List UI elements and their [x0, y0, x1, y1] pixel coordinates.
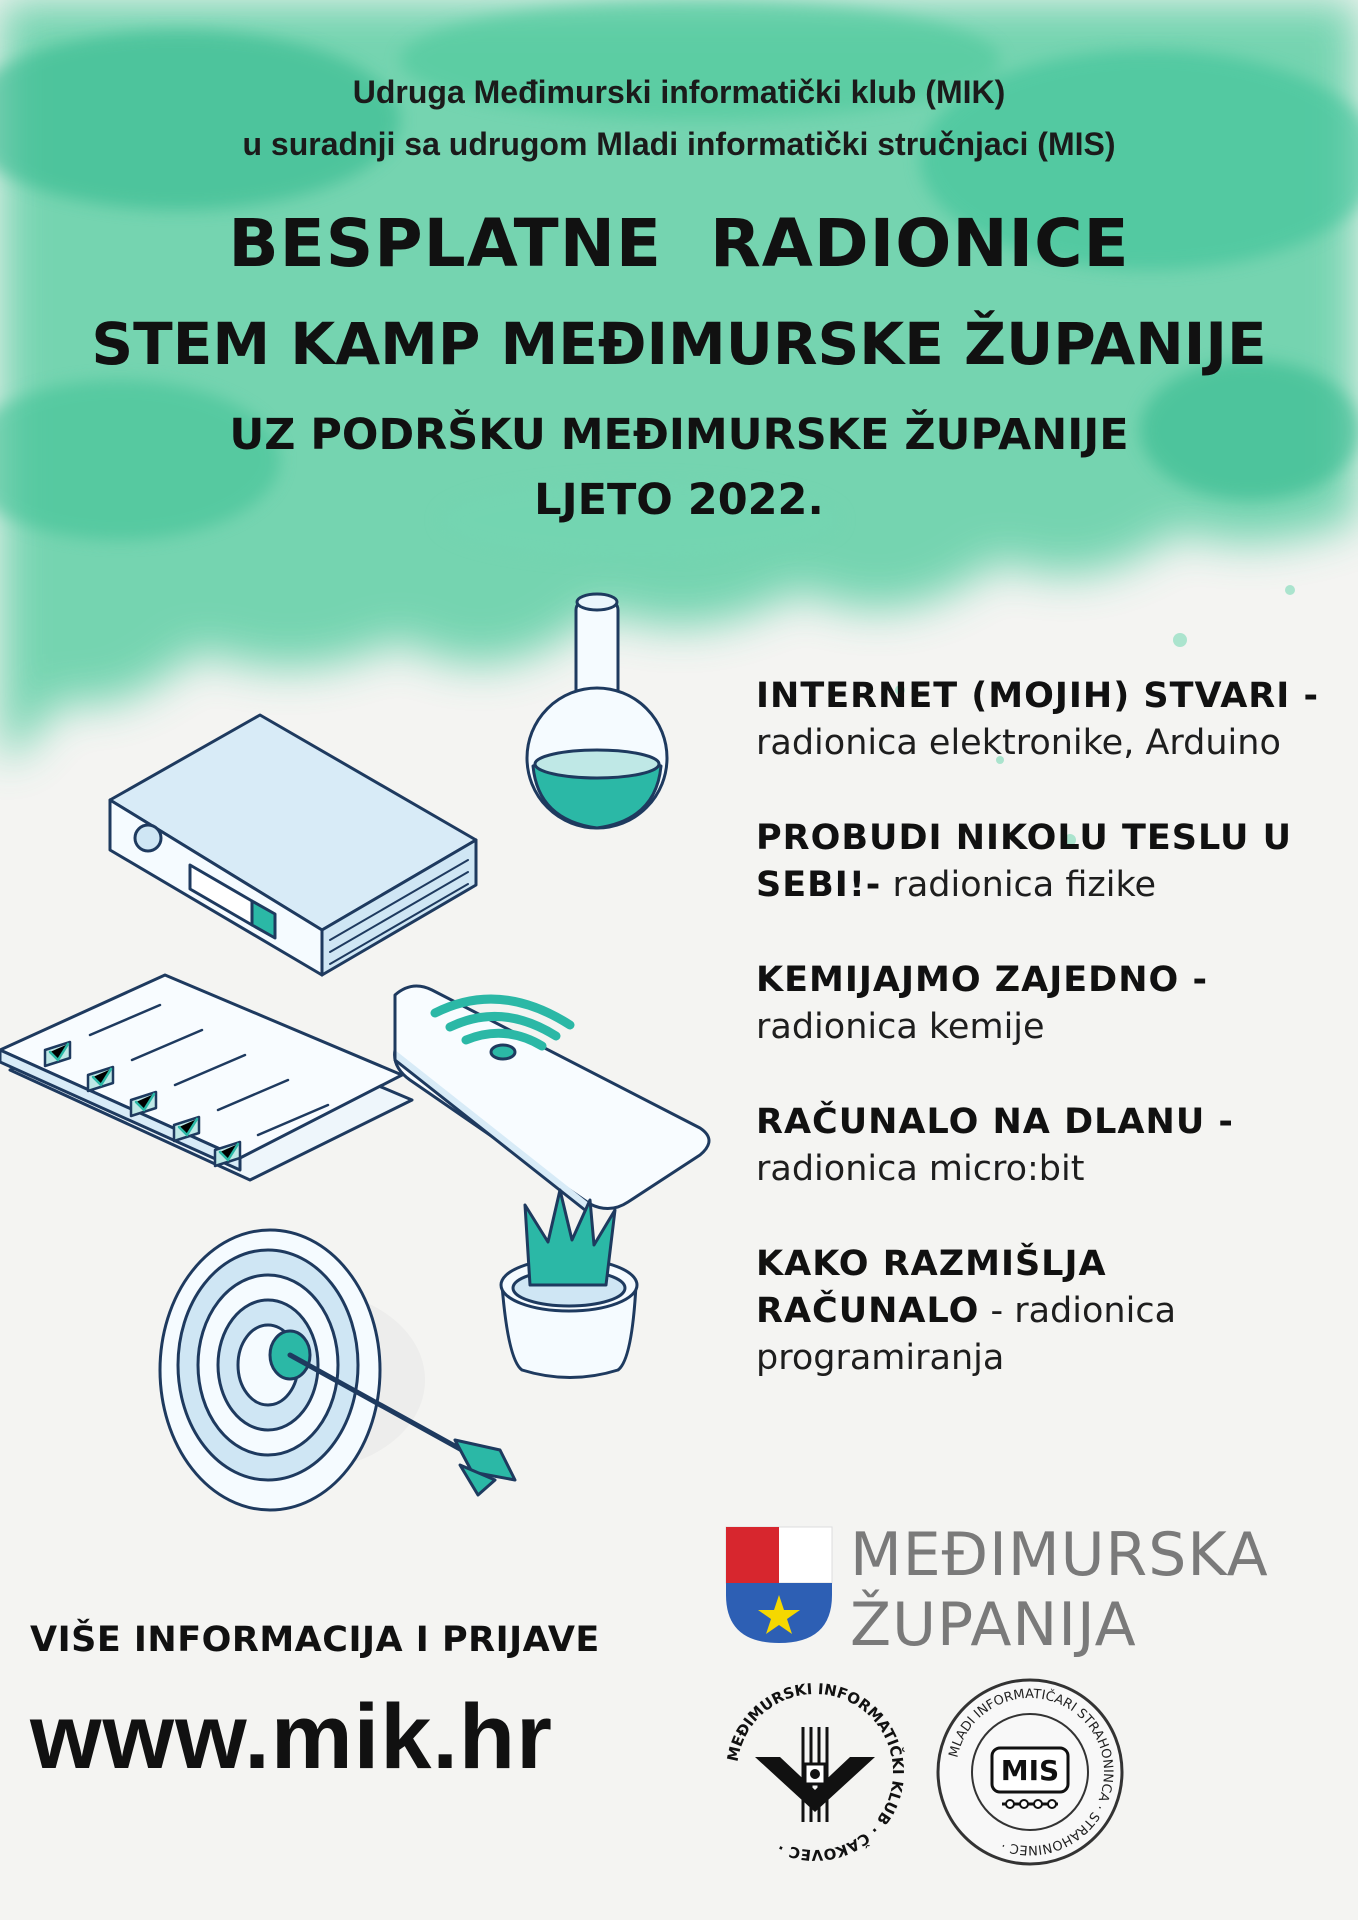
workshop-description: - radionica programiranja — [756, 1291, 1177, 1378]
plant-pot-icon — [501, 1190, 637, 1378]
binder-icon — [110, 715, 476, 975]
checklist-icon — [0, 975, 412, 1180]
county-name-line2: ŽUPANIJA — [850, 1590, 1137, 1660]
target-arrow-icon — [160, 1230, 515, 1510]
mis-ring-text: MLADI INFORMATIČARI STRAHONINCA · STRAHONINEC · — [946, 1686, 1116, 1858]
organizer-line: Udruga Međimurski informatički klub (MIK) — [352, 74, 1006, 110]
partner-line: u suradnji sa udrugom Mladi informatički stručnjaci (MIS) — [242, 126, 1116, 162]
workshop-name: PROBUDI NIKOLU TESLU U SEBI!- — [756, 818, 1293, 905]
mik-club-logo — [715, 1672, 915, 1872]
workshop-item — [756, 1241, 1326, 1382]
workshop-list — [756, 673, 1326, 1430]
website-link[interactable]: www.mik.hr — [30, 1686, 553, 1788]
phone-wifi-icon — [395, 986, 709, 1214]
county-name-logo — [850, 1520, 1269, 1660]
workshop-description: radionica fizike — [881, 865, 1157, 905]
workshop-item — [756, 1099, 1326, 1193]
county-coat-of-arms-logo — [724, 1525, 834, 1645]
page-subtitle: STEM KAMP MEĐIMURSKE ŽUPANIJE — [91, 310, 1267, 378]
workshop-description: radionica kemije — [756, 1007, 1045, 1047]
page-title: BESPLATNE RADIONICE — [228, 205, 1130, 282]
mis-logo-text: MIS — [1000, 1754, 1060, 1787]
workshop-description: radionica micro:bit — [756, 1149, 1085, 1189]
workshop-item — [756, 957, 1326, 1051]
county-name-line1: MEĐIMURSKA — [850, 1520, 1269, 1590]
mik-ring-text: MEĐIMURSKI INFORMATIČKI KLUB · ČAKOVEC · — [723, 1679, 908, 1865]
workshop-name: RAČUNALO NA DLANU - — [756, 1102, 1234, 1142]
support-line: UZ PODRŠKU MEĐIMURSKE ŽUPANIJE — [229, 410, 1129, 460]
mis-association-logo — [930, 1672, 1130, 1872]
workshop-name: INTERNET (MOJIH) STVARI - — [756, 676, 1319, 716]
workshop-description: radionica elektronike, Arduino — [756, 723, 1281, 763]
season-line: LJETO 2022. — [534, 475, 824, 525]
workshop-item — [756, 673, 1326, 767]
more-info-label: VIŠE INFORMACIJA I PRIJAVE — [30, 1620, 600, 1660]
flask-icon — [527, 594, 667, 828]
stem-illustration — [0, 580, 730, 1520]
workshop-item — [756, 815, 1326, 909]
workshop-name: KAKO RAZMIŠLJA RAČUNALO — [756, 1244, 1107, 1331]
workshop-name: KEMIJAJMO ZAJEDNO - — [756, 960, 1208, 1000]
